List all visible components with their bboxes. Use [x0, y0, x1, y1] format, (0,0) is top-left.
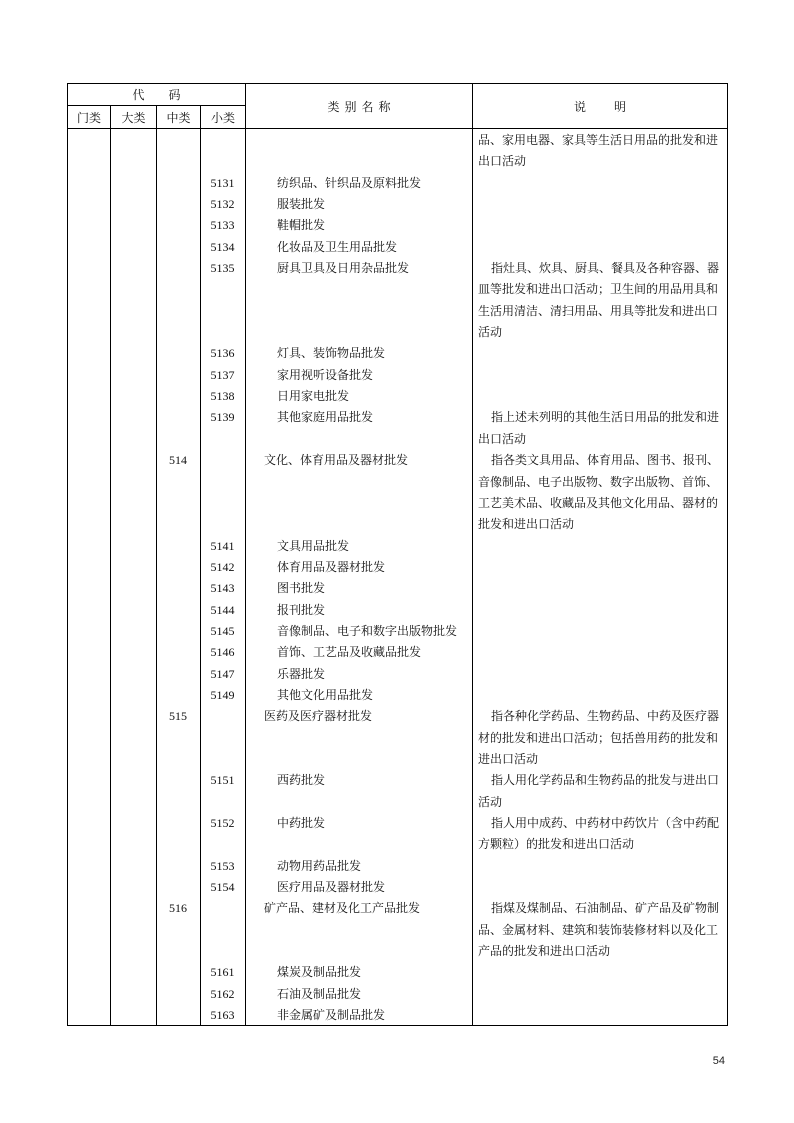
class-code: 5146: [210, 645, 235, 660]
group-code: [156, 685, 200, 706]
section-code-cell: [67, 770, 110, 813]
class-code: 5131: [210, 175, 235, 190]
table-row: [67, 813, 727, 856]
group-code: [156, 130, 200, 173]
description-line: 进出口活动: [478, 751, 539, 766]
group-code: [156, 237, 200, 258]
group-code: 516: [169, 901, 187, 916]
description: [472, 877, 727, 898]
description: [472, 600, 727, 621]
category-name: 文具用品批发: [277, 538, 350, 553]
group-code: [156, 984, 200, 1005]
category-name: 厨具卫具及日用杂品批发: [277, 261, 410, 276]
description-line: 生活用清洁、清扫用品、用具等批发和进出口: [478, 303, 719, 318]
section-code-cell: [67, 685, 110, 706]
header-code-group: 代 码: [132, 88, 181, 102]
description-line: 品、家用电器、家具等生活日用品的批发和进: [478, 133, 719, 147]
table-row: [67, 1005, 727, 1026]
header-group-column: 中类: [166, 110, 191, 125]
section-code-cell: [67, 450, 110, 535]
table-row: [67, 877, 727, 898]
page-number: 54: [712, 1055, 725, 1067]
table-row: [67, 578, 727, 599]
section-code-cell: [67, 813, 110, 856]
description-line: 指人用化学药品和生物药品的批发与进出口: [491, 773, 720, 788]
table-row: [67, 557, 727, 578]
division-code-cell: [110, 578, 156, 599]
table-row: [67, 600, 727, 621]
description: [472, 685, 727, 706]
class-code: 5134: [210, 239, 235, 254]
category-name: 纺织品、针织品及原料批发: [277, 175, 422, 190]
group-code: 514: [169, 453, 187, 468]
division-code-cell: [110, 813, 156, 856]
description: [472, 578, 727, 599]
category-name: 服装批发: [277, 197, 326, 212]
description: [472, 621, 727, 642]
class-code: [200, 706, 245, 770]
category-name: 首饰、工艺品及收藏品批发: [277, 645, 422, 660]
description-line: 指上述未列明的其他生活日用品的批发和进: [491, 410, 720, 425]
category-name: 灯具、装饰物品批发: [277, 346, 386, 361]
category-name: 乐器批发: [277, 666, 326, 681]
category-name: 石油及制品批发: [277, 986, 362, 1001]
table-row: [67, 173, 727, 194]
class-code: 5154: [210, 880, 235, 895]
header-description: 说 明: [573, 99, 626, 114]
group-code: [156, 813, 200, 856]
table-row: [67, 215, 727, 236]
section-code-cell: [67, 856, 110, 877]
description: [472, 1005, 727, 1026]
category-name: 其他家庭用品批发: [277, 410, 374, 425]
group-code: [156, 877, 200, 898]
section-code-cell: [67, 962, 110, 983]
class-code: 5162: [210, 986, 235, 1001]
group-code: [156, 407, 200, 450]
class-code: 5151: [210, 773, 235, 788]
description-line: 出口活动: [478, 154, 527, 169]
description: [472, 642, 727, 663]
category-name: 煤炭及制品批发: [277, 965, 362, 980]
category-name: 家用视听设备批发: [277, 367, 374, 382]
description: [472, 194, 727, 215]
description: [472, 237, 727, 258]
description-line: 品、金属材料、建筑和装饰装修材料以及化工: [478, 922, 719, 937]
description: [472, 984, 727, 1005]
class-code: 5142: [210, 559, 235, 574]
section-code-cell: [67, 386, 110, 407]
group-code: [156, 856, 200, 877]
class-code: 5132: [210, 197, 235, 212]
division-code-cell: [110, 877, 156, 898]
description: [472, 130, 727, 173]
section-code-cell: [67, 215, 110, 236]
section-code-cell: [67, 706, 110, 770]
group-code: [156, 1005, 200, 1026]
description-line: 出口活动: [478, 431, 527, 446]
description: [472, 962, 727, 983]
division-code-cell: [110, 856, 156, 877]
section-code-cell: [67, 984, 110, 1005]
table-body: [67, 130, 727, 1026]
group-code: [156, 343, 200, 364]
division-code-cell: [110, 173, 156, 194]
table-row: [67, 450, 727, 535]
header-class-column: 小类: [210, 110, 235, 125]
division-code-cell: [110, 450, 156, 535]
group-code: [156, 258, 200, 343]
division-code-cell: [110, 258, 156, 343]
class-code: 5138: [210, 389, 235, 404]
table-row: [67, 386, 727, 407]
description: [472, 770, 727, 813]
section-code-cell: [67, 600, 110, 621]
table-row: [67, 856, 727, 877]
table-row: [67, 407, 727, 450]
category-name: 动物用药品批发: [277, 858, 362, 873]
section-code-cell: [67, 898, 110, 962]
division-code-cell: [110, 365, 156, 386]
group-code: 515: [169, 709, 187, 724]
category-name: 化妆品及卫生用品批发: [277, 239, 398, 254]
description-line: 产品的批发和进出口活动: [478, 944, 611, 959]
class-code: 5139: [210, 410, 235, 425]
division-code-cell: [110, 621, 156, 642]
category-name: 图书批发: [277, 581, 326, 596]
description: [472, 856, 727, 877]
division-code-cell: [110, 557, 156, 578]
group-code: [156, 557, 200, 578]
class-code: 5161: [210, 965, 235, 980]
category-name: 音像制品、电子和数字出版物批发: [277, 623, 458, 638]
header-bottom-rule: [67, 128, 728, 129]
description: [472, 407, 727, 450]
table-row: [67, 130, 727, 173]
description: [472, 215, 727, 236]
table-row: [67, 770, 727, 813]
class-code: 5137: [210, 367, 235, 382]
group-code: [156, 578, 200, 599]
table-row: [67, 706, 727, 770]
category-name: 医疗用品及器材批发: [277, 880, 386, 895]
description: [472, 450, 727, 535]
table-row: [67, 536, 727, 557]
section-code-cell: [67, 237, 110, 258]
table-row: [67, 664, 727, 685]
division-code-cell: [110, 343, 156, 364]
description-line: 指灶具、炊具、厨具、餐具及各种容器、器: [491, 261, 720, 276]
division-code-cell: [110, 898, 156, 962]
description-line: 皿等批发和进出口活动；卫生间的用品用具和: [478, 282, 719, 297]
table-row: [67, 365, 727, 386]
description: [472, 664, 727, 685]
table-row: [67, 984, 727, 1005]
category-name: [245, 130, 472, 173]
description-line: 活动: [478, 794, 503, 809]
division-code-cell: [110, 770, 156, 813]
category-name: 矿产品、建材及化工产品批发: [264, 901, 421, 916]
category-name: 非金属矿及制品批发: [277, 1008, 386, 1023]
table-row: [67, 343, 727, 364]
class-code: 5143: [210, 581, 235, 596]
division-code-cell: [110, 984, 156, 1005]
description: [472, 813, 727, 856]
section-code-cell: [67, 642, 110, 663]
section-code-cell: [67, 365, 110, 386]
table-row: [67, 642, 727, 663]
section-code-cell: [67, 536, 110, 557]
class-code: 5145: [210, 623, 235, 638]
group-code: [156, 215, 200, 236]
class-code: 5144: [210, 602, 235, 617]
group-code: [156, 642, 200, 663]
division-code-cell: [110, 962, 156, 983]
group-code: [156, 536, 200, 557]
description: [472, 898, 727, 962]
category-name: 鞋帽批发: [277, 218, 326, 233]
section-code-cell: [67, 343, 110, 364]
class-code: 5141: [210, 538, 235, 553]
description-line: 音像制品、电子出版物、数字出版物、首饰、: [478, 474, 719, 489]
category-name: 报刊批发: [277, 602, 326, 617]
description: [472, 706, 727, 770]
class-code: 5133: [210, 218, 235, 233]
section-code-cell: [67, 578, 110, 599]
table-row: [67, 194, 727, 215]
section-code-cell: [67, 877, 110, 898]
section-code-cell: [67, 407, 110, 450]
description-line: 指各种化学药品、生物药品、中药及医疗器: [491, 709, 720, 724]
class-code: 5149: [210, 687, 235, 702]
division-code-cell: [110, 706, 156, 770]
category-name: 体育用品及器材批发: [277, 559, 386, 574]
class-code: 5135: [210, 261, 235, 276]
class-code: 5136: [210, 346, 235, 361]
table-row: [67, 898, 727, 962]
group-code: [156, 770, 200, 813]
division-code-cell: [110, 237, 156, 258]
table-row: [67, 621, 727, 642]
group-code: [156, 173, 200, 194]
section-code-cell: [67, 258, 110, 343]
division-code-cell: [110, 194, 156, 215]
section-code-cell: [67, 130, 110, 173]
division-code-cell: [110, 386, 156, 407]
division-code-cell: [110, 1005, 156, 1026]
description-line: 指人用中成药、中药材中药饮片（含中药配: [491, 816, 720, 830]
description-line: 活动: [478, 325, 503, 340]
section-code-cell: [67, 664, 110, 685]
description-line: 批发和进出口活动: [478, 517, 575, 532]
table-row: [67, 237, 727, 258]
class-code: 5152: [210, 816, 235, 830]
table-row: [67, 962, 727, 983]
section-code-cell: [67, 173, 110, 194]
category-name: 西药批发: [277, 773, 326, 788]
division-code-cell: [110, 685, 156, 706]
division-code-cell: [110, 600, 156, 621]
table-right-border: [727, 83, 728, 1026]
class-code: [200, 130, 245, 173]
category-name: 其他文化用品批发: [277, 687, 374, 702]
division-code-cell: [110, 130, 156, 173]
class-code: 5153: [210, 858, 235, 873]
division-code-cell: [110, 664, 156, 685]
header-category-name: 类 别 名 称: [327, 99, 391, 114]
class-code: 5147: [210, 666, 235, 681]
description-line: 工艺美术品、收藏品及其他文化用品、器材的: [478, 495, 719, 510]
group-code: [156, 962, 200, 983]
description-line: 材的批发和进出口活动；包括兽用药的批发和: [478, 730, 719, 745]
description: [472, 343, 727, 364]
class-code: 5163: [210, 1008, 235, 1023]
table-row: [67, 258, 727, 343]
group-code: [156, 194, 200, 215]
class-code: [200, 898, 245, 962]
division-code-cell: [110, 407, 156, 450]
description-line: 指各类文具用品、体育用品、图书、报刊、: [491, 453, 720, 468]
group-code: [156, 386, 200, 407]
group-code: [156, 365, 200, 386]
description: [472, 365, 727, 386]
section-code-cell: [67, 194, 110, 215]
description: [472, 386, 727, 407]
header-division-column: 大类: [121, 110, 146, 125]
group-code: [156, 621, 200, 642]
division-code-cell: [110, 215, 156, 236]
description-line: 指煤及煤制品、石油制品、矿产品及矿物制: [491, 901, 720, 916]
class-code: [200, 450, 245, 535]
division-code-cell: [110, 536, 156, 557]
header-section-column: 门类: [76, 110, 101, 125]
section-code-cell: [67, 621, 110, 642]
section-code-cell: [67, 557, 110, 578]
category-name: 文化、体育用品及器材批发: [264, 453, 409, 468]
category-name: 日用家电批发: [277, 389, 350, 404]
group-code: [156, 600, 200, 621]
category-name: 医药及医疗器材批发: [264, 709, 373, 724]
description-line: 方颗粒）的批发和进出口活动: [478, 837, 635, 852]
description: [472, 557, 727, 578]
division-code-cell: [110, 642, 156, 663]
description: [472, 536, 727, 557]
section-code-cell: [67, 1005, 110, 1026]
description: [472, 258, 727, 343]
table-row: [67, 685, 727, 706]
group-code: [156, 664, 200, 685]
description: [472, 173, 727, 194]
category-name: 中药批发: [277, 816, 326, 830]
